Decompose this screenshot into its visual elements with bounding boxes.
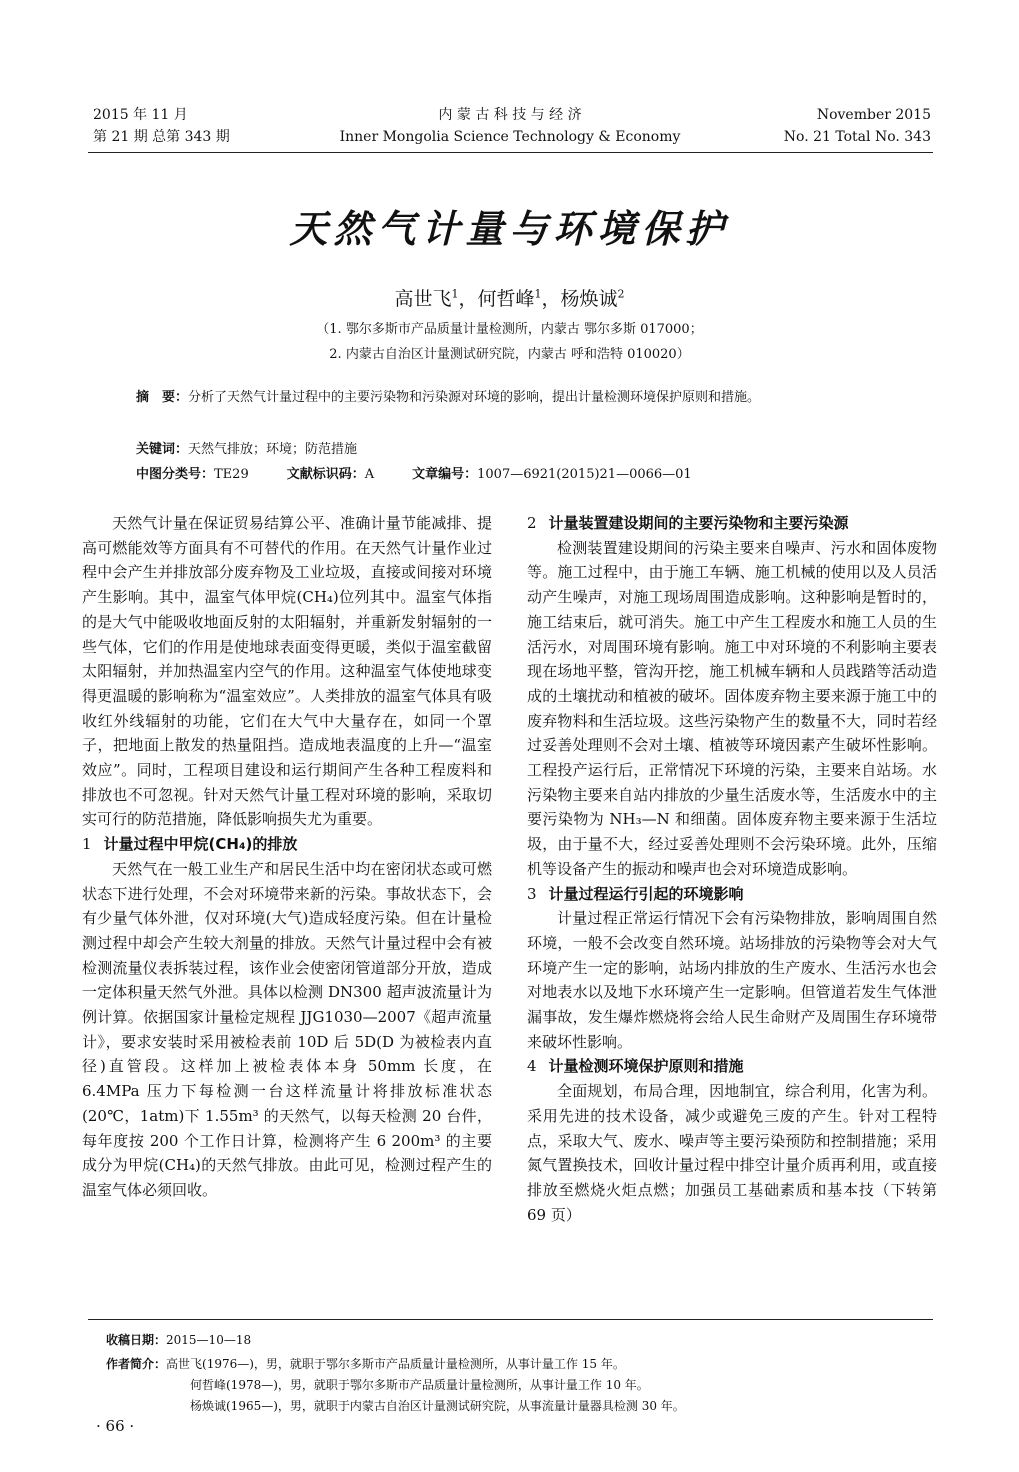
section-title: 计量检测环境保护原则和措施 bbox=[548, 1057, 744, 1076]
paragraph: 天然气计量在保证贸易结算公平、准确计量节能减排、提高可燃能效等方面具有不可替代的作用。在天然气计量作业过程中会产生并排放部分废弃物及工业垃圾，直接或间接对环境产生影响。其中，温室气体甲烷(CH₄)位列其中。温室气体指的是大气中能吸收地面反射的太阳辐射，并重新发射辐射的一些气体，它们的作用是使地球表面变得更暖，类似于温室截留太阳辐射，并加热温室内空气的作用。这种温室气体使地球变得更温暖的影响称为“温室效应”。人类排放的温室气体具有吸收红外线辐射的功能，它们在大气中大量存在，如同一个罩子，把地面上散发的热量阻挡。造成地表温度的上升—“温室效应”。同时，工程项目建设和运行期间产生各种工程废料和排放也不可忽视。针对天然气计量工程对环境的影响，采取切实可行的防范措施，降低影响损失尤为重要。 bbox=[82, 514, 492, 829]
bio-line: 何哲峰(1978—)，男，就职于鄂尔多斯市产品质量计量检测所，从事计量工作 10 年。 bbox=[190, 1378, 649, 1392]
running-header-center bbox=[300, 104, 720, 148]
section-number: 3 bbox=[527, 884, 537, 903]
article-title: 天然气计量与环境保护 bbox=[289, 206, 730, 251]
abstract bbox=[106, 387, 918, 409]
bio-line: 杨焕诚(1965—)，男，就职于内蒙古自治区计量测试研究院，从事流量计量器具检测 30 年。 bbox=[190, 1399, 685, 1413]
journal-name-cn: 内 蒙 古 科 技 与 经 济 bbox=[438, 107, 582, 123]
author-separator: ， bbox=[458, 288, 478, 310]
keywords bbox=[136, 438, 357, 457]
clc-code: TE29 bbox=[214, 467, 249, 482]
received-value: 2015—10—18 bbox=[166, 1333, 252, 1347]
affiliation-marker: 1 bbox=[451, 287, 459, 301]
paragraph bbox=[527, 1079, 937, 1227]
paragraph: 检测装置建设期间的污染主要来自噪声、污水和固体废物等。施工过程中，由于施工车辆、施工机械的使用以及人员活动产生噪声，对施工现场周围造成影响。这种影响是暂时的，施工结束后，就可消失。施工中产生工程废水和施工人员的生活污水，对周围环境有影响。施工中对环境的不利影响主要表现在场地平整，管沟开挖，施工机械车辆和人员践踏等活动造成的土壤扰动和植被的破坏。固体废弃物主要来源于施工中的废弃物料和生活垃圾。这些污染物产生的数量不大，同时若经过妥善处理则不会对土壤、植被等环境因素产生破坏性影响。工程投产运行后，正常情况下环境的污染，主要来自站场。水污染物主要来自站内排放的少量生活废水等，生活废水中的主要污染物为 NH₃—N 和细菌。固体废弃物主要来源于生活垃圾，由于量不大，经过妥善处理则不会污染环境。此外，压缩机等设备产生的振动和噪声也会对环境造成影响。 bbox=[527, 538, 937, 878]
body-column-right bbox=[527, 511, 937, 1227]
issue-number: 第 21 期 总第 343 期 bbox=[93, 129, 230, 145]
article-number-label: 文章编号： bbox=[412, 467, 478, 482]
section-heading bbox=[527, 1054, 937, 1079]
section-title: 计量过程运行引起的环境影响 bbox=[548, 884, 744, 903]
received-date bbox=[106, 1329, 251, 1351]
footnote-divider bbox=[88, 1319, 933, 1320]
section-number: 1 bbox=[82, 835, 92, 854]
keywords-text: 天然气排放；环境；防范措施 bbox=[188, 442, 358, 457]
section-title: 计量装置建设期间的主要污染物和主要污染源 bbox=[548, 514, 849, 532]
author-name: 杨焕诚 bbox=[560, 288, 618, 310]
page-number: · 66 · bbox=[96, 1417, 135, 1435]
section-heading bbox=[82, 832, 492, 857]
classification-line bbox=[136, 463, 692, 482]
running-header-left bbox=[93, 104, 230, 148]
bio-label: 作者简介： bbox=[106, 1357, 167, 1371]
affiliation-marker: 2 bbox=[617, 287, 625, 301]
clc-label: 中图分类号： bbox=[136, 467, 215, 482]
bio-line: 高世飞(1976—)，男，就职于鄂尔多斯市产品质量计量检测所，从事计量工作 15 年。 bbox=[166, 1357, 625, 1371]
author-name: 高世飞 bbox=[394, 288, 452, 310]
section-heading bbox=[527, 511, 937, 536]
paragraph: 天然气在一般工业生产和居民生活中均在密闭状态或可燃状态下进行处理，不会对环境带来新的污染。事故状态下，会有少量气体外泄，仅对环境(大气)造成轻度污染。但在计量检测过程中却会产生较大剂量的排放。天然气计量过程中会有被检测流量仪表拆装过程，该作业会使密闭管道部分开放，造成一定体积量天然气外泄。具体以检测 DN300 超声波流量计为例计算。依据国家计量检定规程 JJG1030—2007《超声流量计》，要求安装时采用被检表前 10D 后 5D(D 为被检表内直径)直管段。这样加上被检表体本身 50mm 长度，在 6.4MPa 压力下每检测一台这样流量计将排放标准状态(20℃，1atm)下 1.55m³ 的天然气，以每天检测 20 台件，每年度按 200 个工作日计算，检测将产生 6 200m³ 的主要成分为甲烷(CH₄)的天然气排放。由此可见，检测过程产生的温室气体必须回收。 bbox=[82, 859, 492, 1199]
section-title: 计量过程中甲烷(CH₄)的排放 bbox=[103, 835, 298, 854]
body-column-left bbox=[82, 511, 492, 1203]
affiliation-line: 2. 内蒙古自治区计量测试研究院，内蒙古 呼和浩特 010020） bbox=[329, 347, 690, 362]
author-bio bbox=[106, 1353, 625, 1375]
continued-note: （下转第 69 页） bbox=[527, 1180, 937, 1224]
affiliation-line: （1. 鄂尔多斯市产品质量计量检测所，内蒙古 鄂尔多斯 017000； bbox=[316, 322, 703, 337]
header-divider bbox=[88, 152, 933, 153]
affiliation-marker: 1 bbox=[534, 287, 542, 301]
issue-date-en: November 2015 bbox=[816, 107, 931, 123]
journal-name-en: Inner Mongolia Science Technology & Economy bbox=[339, 129, 681, 145]
abstract-text: 分析了天然气计量过程中的主要污染物和污染源对环境的影响，提出计量检测环境保护原则和措施。 bbox=[188, 390, 761, 405]
keywords-label: 关键词： bbox=[136, 442, 189, 457]
running-header-right bbox=[784, 104, 931, 148]
author-name: 何哲峰 bbox=[477, 288, 535, 310]
abstract-label: 摘 要： bbox=[136, 390, 189, 405]
received-label: 收稿日期： bbox=[106, 1333, 167, 1347]
article-number: 1007—6921(2015)21—0066—01 bbox=[477, 467, 692, 482]
issue-number-en: No. 21 Total No. 343 bbox=[783, 129, 931, 145]
paragraph: 计量过程正常运行情况下会有污染物排放，影响周围自然环境，一般不会改变自然环境。站场排放的污染物等会对大气环境产生一定的影响，站场内排放的生产废水、生活污水也会对地表水以及地下水环境产生一定影响。但管道若发生气体泄漏事故，发生爆炸燃烧将会给人民生命财产及周围生存环境带来破坏性影响。 bbox=[527, 909, 937, 1051]
paragraph-text: 全面规划，布局合理，因地制宜，综合利用，化害为利。采用先进的技术设备，减少或避免三废的产生。针对工程特点，采取大气、废水、噪声等主要污染预防和控制措施；采用氮气置换技术，回收计量过程中排空计量介质再利用，或直接排放至燃烧火炬点燃；加强员工基础素质和基本技 bbox=[527, 1082, 937, 1199]
doc-code: A bbox=[364, 467, 375, 482]
issue-date: 2015 年 11 月 bbox=[93, 107, 188, 123]
author-separator: ， bbox=[541, 288, 561, 310]
doc-code-label: 文献标识码： bbox=[286, 467, 365, 482]
author-list bbox=[0, 284, 1019, 311]
section-number: 4 bbox=[527, 1057, 537, 1076]
section-heading bbox=[527, 882, 937, 907]
section-number: 2 bbox=[527, 514, 537, 532]
